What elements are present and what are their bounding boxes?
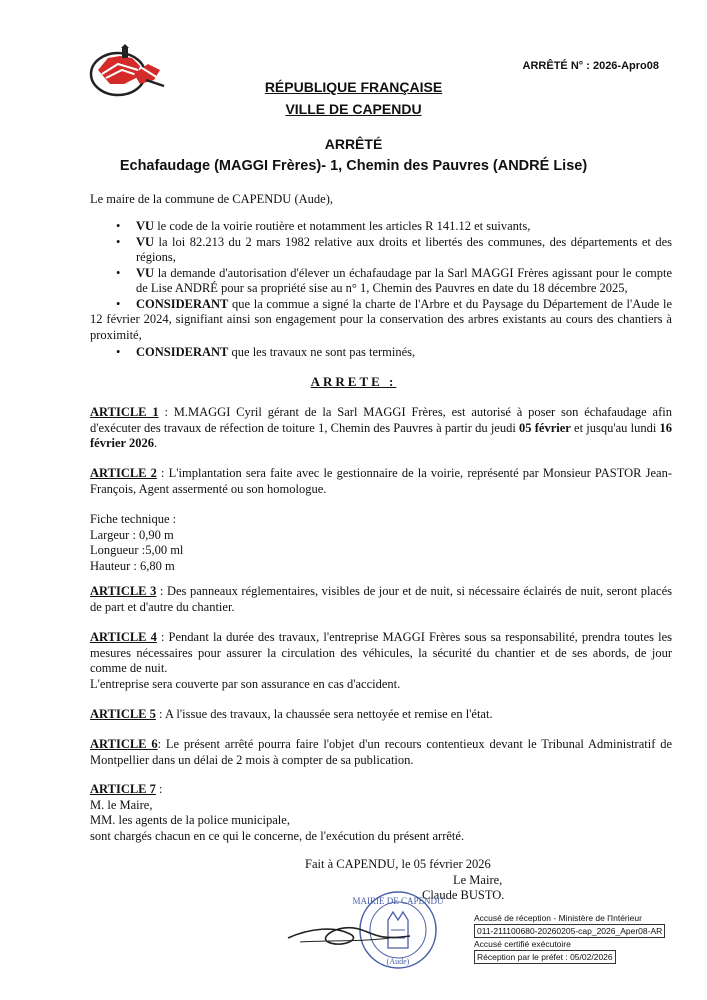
ref-value: 2026-Apro08 [592, 60, 659, 72]
article-text: et jusqu'au lundi [570, 420, 660, 435]
article-4 [90, 630, 672, 692]
consideration-1 [90, 219, 672, 235]
acknowledgment-block [474, 912, 665, 964]
article-label: ARTICLE 3 [90, 584, 157, 598]
article-7 [90, 782, 672, 844]
ack-line1: Accusé de réception - Ministère de l'Intérieur [474, 913, 642, 923]
article-label: ARTICLE 4 [90, 630, 157, 644]
consideration-3 [90, 266, 672, 297]
doc-type-title: ARRÊTÉ [324, 136, 383, 152]
article-text: : Des panneaux réglementaires, visibles de jour et de nuit, si nécessaire éclairés de nuit, seront placés de part et d'autre du chantier. [90, 584, 672, 614]
article-label: ARTICLE 2 [90, 466, 157, 480]
arrete-heading: ARRETE : [310, 374, 397, 389]
article-text: . [153, 436, 158, 450]
article-text: : M.MAGGI Cyril gérant de la Sarl MAGGI Frères, est autorisé à poser son échafaudage afin d'exécuter des travaux de réfection de toiture 1, Chemin des Pauvres à partir du jeudi [90, 405, 672, 435]
ack-line2: 011-211100680-20260205-cap_2026_Aper08-AR [474, 924, 665, 938]
article-3 [90, 584, 672, 615]
article-label: ARTICLE 7 [90, 782, 156, 796]
consideration-keyword: VU [136, 219, 155, 233]
consideration-5 [90, 345, 672, 361]
article-label: ARTICLE 1 [90, 405, 159, 419]
consideration-2 [90, 235, 672, 266]
consideration-keyword: VU [136, 265, 155, 280]
decree-reference [523, 60, 659, 72]
start-date: 05 février [519, 420, 571, 435]
technical-sheet [90, 512, 672, 574]
article-5 [90, 707, 672, 723]
article-2 [90, 466, 672, 497]
ack-line4: Réception par le préfet : 05/02/2026 [474, 950, 616, 964]
bullet-icon: • [116, 265, 121, 280]
consideration-keyword: CONSIDERANT [136, 296, 229, 311]
bullet-icon: • [116, 345, 121, 359]
article-4-insurance: L'entreprise sera couverte par son assurance en cas d'accident. [90, 676, 401, 691]
fiche-title: Fiche technique : [90, 512, 177, 526]
consideration-text: que les travaux ne sont pas terminés, [228, 345, 416, 359]
fiche-longueur: Longueur :5,00 ml [90, 543, 184, 557]
article-text: : Pendant la durée des travaux, l'entreprise MAGGI Frères sous sa responsabilité, prendra toutes les mesures nécessaires pour assurer la circulation des véhicules, la sécurité du chantier et de ses abords, de jour comme de nuit. [90, 630, 672, 675]
fiche-hauteur: Hauteur : 6,80 m [90, 558, 175, 573]
ref-label: ARRÊTÉ N° : [522, 60, 590, 72]
end-date: 16 février 2026 [90, 420, 673, 450]
article-text: : A l'issue des travaux, la chaussée sera nettoyée et remise en l'état. [155, 707, 493, 721]
consideration-text: la loi 82.213 du 2 mars 1982 relative aux droits et libertés des communes, des départements et des régions, [136, 234, 672, 264]
place-date: Fait à CAPENDU, le 05 février 2026 [305, 857, 491, 871]
subject-title: Echafaudage (MAGGI Frères)- 1, Chemin des Pauvres (ANDRÉ Lise) [119, 158, 588, 174]
consideration-4 [90, 297, 672, 344]
stamp-bottom-text: (Aude) [386, 957, 410, 966]
article-label: ARTICLE 6 [90, 737, 158, 751]
article-label: ARTICLE 5 [90, 707, 156, 721]
art7-line1: M. le Maire, [90, 797, 153, 812]
article-text: : Le présent arrêté pourra faire l'objet d'un recours contentieux devant le Tribunal Administratif de Montpellier dans un délai de 2 mois à compter de sa publication. [90, 737, 672, 767]
art7-line3: sont chargés chacun en ce qui le concerne, de l'exécution du présent arrêté. [90, 828, 465, 843]
ack-line3: Accusé certifié exécutoire [474, 939, 571, 949]
bullet-icon: • [116, 296, 121, 311]
considerations-list [90, 219, 672, 361]
article-text: : L'implantation sera faite avec le gestionnaire de la voirie, représenté par Monsieur PASTOR Jean-François, Agent assermenté ou son homologue. [90, 466, 672, 496]
city-title: VILLE DE CAPENDU [285, 101, 422, 117]
consideration-text: le code de la voirie routière et notamment les articles R 141.12 et suivants, [154, 219, 531, 233]
republic-title: RÉPUBLIQUE FRANÇAISE [264, 79, 443, 95]
mayor-role: Le Maire, [453, 872, 503, 887]
bullet-icon: • [116, 234, 121, 249]
article-6 [90, 737, 672, 768]
official-stamp [280, 890, 480, 980]
consideration-text: la demande d'autorisation d'élever un échafaudage par la Sarl MAGGI Frères agissant pour le compte de Lise ANDRÉ pour sa propriété sise au n° 1, Chemin des Pauvres en date du 18 décembre 2025, [136, 265, 672, 295]
fiche-largeur: Largeur : 0,90 m [90, 527, 174, 542]
consideration-keyword: VU [136, 234, 155, 249]
mayor-name: Claude BUSTO. [422, 888, 505, 902]
article-1 [90, 405, 672, 452]
art7-line2: MM. les agents de la police municipale, [90, 813, 290, 827]
consideration-keyword: CONSIDERANT [136, 345, 229, 359]
article-text: : [155, 782, 163, 796]
intro-text: Le maire de la commune de CAPENDU (Aude), [90, 192, 333, 206]
bullet-icon: • [116, 219, 121, 233]
consideration-text: que la commue a signé la charte de l'Arbre et du Paysage du Département de l'Aude le 12 février 2024, signifiant ainsi son engagement pour la conservation des arbres existants au cours des chantiers à proximité, [90, 296, 672, 342]
stamp-top-text: MAIRIE DE CAPENDU [352, 896, 444, 906]
